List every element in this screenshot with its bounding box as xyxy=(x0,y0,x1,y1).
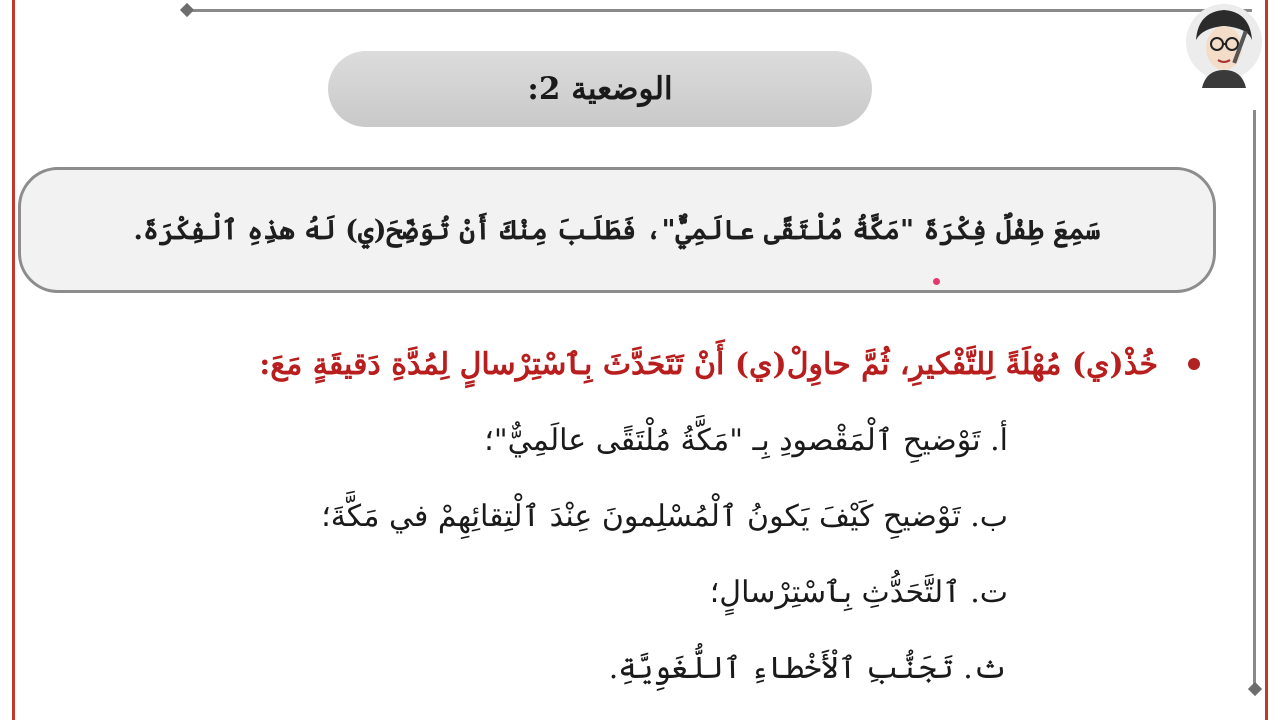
list-item: ث. تَجَنُّبِ ٱلْأَخْطاءِ ٱللُّغَوِيَّةِ. xyxy=(608,650,1008,686)
list-item: ت. ٱلتَّحَدُّثِ بِٱسْتِرْسالٍ؛ xyxy=(709,574,1008,610)
right-divider xyxy=(1253,110,1256,688)
prompt-text: سَمِعَ طِفْلٌ فِكْرَةَ "مَكَّةُ مُلْتَقًى عالَمِيٌّ"، فَطَلَبَ مِنْكَ أَنْ تُوَضِّحَ(ي) لَهُ هذِهِ ٱلْفِكْرَةَ. xyxy=(133,214,1101,246)
instruction-line xyxy=(140,336,1200,392)
pointer-dot-icon xyxy=(933,278,940,285)
instruction-text: خُذْ(ي) مُهْلَةً لِلتَّفْكيرِ، ثُمَّ حاوِلْ(ي) أَنْ تَتَحَدَّثَ بِٱسْتِرْسالٍ لِمُدَّةِ دَقيقَةٍ مَعَ: xyxy=(259,346,1158,382)
bullet-dot-icon xyxy=(1188,358,1200,370)
diamond-icon xyxy=(180,3,194,17)
left-frame-border xyxy=(12,0,15,720)
diamond-icon xyxy=(1248,682,1262,696)
prompt-box xyxy=(18,167,1216,293)
top-divider xyxy=(186,9,1252,12)
situation-title-pill xyxy=(328,51,872,127)
right-frame-border xyxy=(1265,0,1268,720)
page-title: الوضعية 2: xyxy=(527,71,673,107)
teacher-avatar-icon xyxy=(1182,0,1266,88)
list-item: ب. تَوْضيحِ كَيْفَ يَكونُ ٱلْمُسْلِمونَ عِنْدَ ٱلْتِقائِهِمْ في مَكَّةَ؛ xyxy=(321,498,1008,534)
list-item: أ. تَوْضيحِ ٱلْمَقْصودِ بِـ "مَكَّةُ مُلْتَقًى عالَمِيٌّ"؛ xyxy=(484,422,1008,458)
